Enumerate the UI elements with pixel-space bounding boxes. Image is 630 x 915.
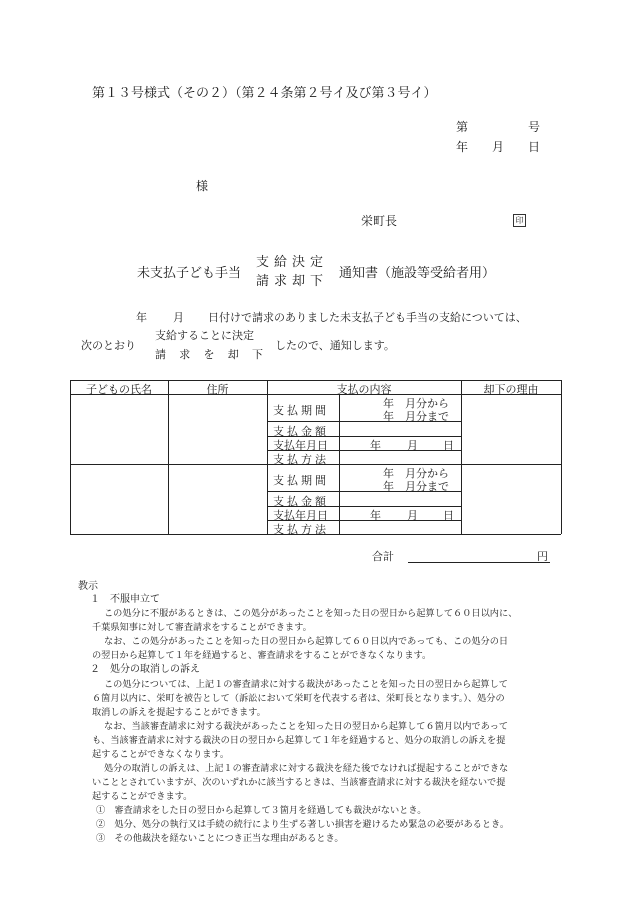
notice-item-1: ① 審査請求をした日の翌日から起算して３箇月を経過しても裁決がないとき。	[96, 805, 427, 816]
section1-line: なお、この処分があったことを知った日の翌日から起算して６０日以内であっても、この処分の日	[104, 636, 509, 647]
notice-item-2: ② 処分、処分の執行又は手続の続行により生ずる著しい損害を避けるため緊急の必要があるとき。	[96, 819, 510, 830]
section2-line: 取消しの訴えを提起することができます。	[92, 707, 266, 718]
section2-line: も、当該審査請求に対する裁決の日の翌日から起算して１年を経過すると、処分の取消しの訴えを提	[92, 735, 506, 746]
section2-line: 起することができます。	[92, 791, 193, 802]
section1-title: １ 不服申立て	[90, 594, 160, 605]
main-title-right: 通知書（施設等受給者用）	[339, 266, 496, 281]
intro-line1-text: 日付けで請求のありました未支払子ども手当の支給については、	[208, 311, 527, 324]
header-payment: 支払の内容	[336, 383, 392, 396]
intro-month: 月	[173, 311, 184, 324]
label-amount: 支払金額	[273, 425, 329, 438]
label-date: 支払年月日	[273, 509, 328, 522]
section1-line: この処分に不服があるときは、この処分があったことを知った日の翌日から起算して６０日以内に、	[104, 608, 518, 619]
table-col-divider	[461, 380, 462, 534]
intro-option-char-3: を	[203, 348, 215, 361]
intro-option-char-1: 請	[155, 348, 166, 361]
header-reason: 却下の理由	[483, 383, 539, 396]
label-method: 支払方法	[273, 523, 329, 536]
total-underline	[408, 562, 550, 563]
date-month: 月	[492, 140, 505, 154]
period-from: 年 月分から	[383, 397, 449, 410]
header-address: 住所	[206, 383, 229, 396]
total-unit: 円	[537, 550, 548, 563]
period-to: 年 月分まで	[383, 410, 449, 423]
intro-option-top: 支給することに決定	[155, 329, 254, 342]
issuer-name: 栄町長	[361, 214, 398, 228]
main-title-option-top: 支給決定	[256, 255, 329, 270]
period-to: 年 月分まで	[383, 480, 449, 493]
section2-line: 処分の取消しの訴えは、上記１の審査請求に対する裁決を経た後でなければ提起することができな	[104, 763, 509, 774]
section2-line: なお、当該審査請求に対する裁決があったことを知った日の翌日から起算して６箇月以内であって	[104, 721, 509, 732]
section2-line: いこととされていますが、次のいずれかに該当するときは、当該審査請求に対する裁決を経ないで提	[92, 777, 506, 788]
seal-mark: 印	[513, 214, 526, 227]
date-day: 日	[528, 140, 541, 154]
main-title-left: 未支払子ども手当	[137, 266, 242, 281]
total-label: 合計	[372, 550, 394, 563]
label-amount: 支払金額	[273, 495, 329, 508]
header-child-name: 子どもの氏名	[86, 383, 152, 396]
intro-option-char-2: 求	[179, 348, 191, 361]
section1-line: 千葉県知事に対して審査請求をすることができます。	[92, 622, 312, 633]
period-from: 年 月分から	[383, 467, 449, 480]
date-value-month: 月	[407, 439, 418, 452]
doc-number-dai: 第	[456, 120, 469, 134]
label-method: 支払方法	[273, 453, 329, 466]
notice-heading: 教示	[78, 581, 98, 592]
section2-title: ２ 処分の取消しの訴え	[90, 664, 200, 675]
table-border-left	[70, 380, 71, 534]
section2-line: ６箇月以内に、栄町を被告として（訴訟において栄町を代表する者は、栄町長となります。）、処分の	[92, 693, 505, 704]
intro-option-bottom	[155, 346, 263, 362]
date-value-year: 年	[370, 439, 381, 452]
table-border-right	[561, 380, 562, 534]
label-period: 支払期間	[273, 404, 329, 417]
date-value-day: 日	[443, 439, 454, 452]
intro-option-char-5: 下	[252, 348, 263, 361]
doc-number-go: 号	[528, 120, 541, 134]
intro-option-char-4: 却	[227, 348, 239, 361]
section1-line: の翌日から起算して１年を経過すると、審査請求をすることができなくなります。	[92, 650, 432, 661]
addressee-suffix: 様	[196, 179, 209, 193]
section2-line: 起することができなくなります。	[92, 749, 230, 760]
date-value-day: 日	[443, 509, 454, 522]
table-col-divider	[267, 380, 268, 534]
date-value-month: 月	[407, 509, 418, 522]
label-date: 支払年月日	[273, 439, 328, 452]
form-title: 第１３号様式（その２）（第２４条第２号イ及び第３号イ）	[92, 86, 437, 101]
date-year: 年	[456, 140, 469, 154]
table-col-divider	[339, 394, 340, 534]
date-value-year: 年	[370, 509, 381, 522]
intro-line2-tail: したので、通知します。	[275, 339, 395, 352]
intro-year: 年	[136, 311, 147, 324]
label-period: 支払期間	[273, 474, 329, 487]
main-title-option-bottom: 請求却下	[256, 274, 329, 289]
notice-item-3: ③ その他裁決を経ないことにつき正当な理由があるとき。	[96, 833, 344, 844]
section2-line: この処分については、上記１の審査請求に対する裁決があったことを知った日の翌日から起算して	[104, 679, 508, 690]
table-col-divider	[168, 380, 169, 534]
intro-line2-lead: 次のとおり	[81, 339, 136, 352]
